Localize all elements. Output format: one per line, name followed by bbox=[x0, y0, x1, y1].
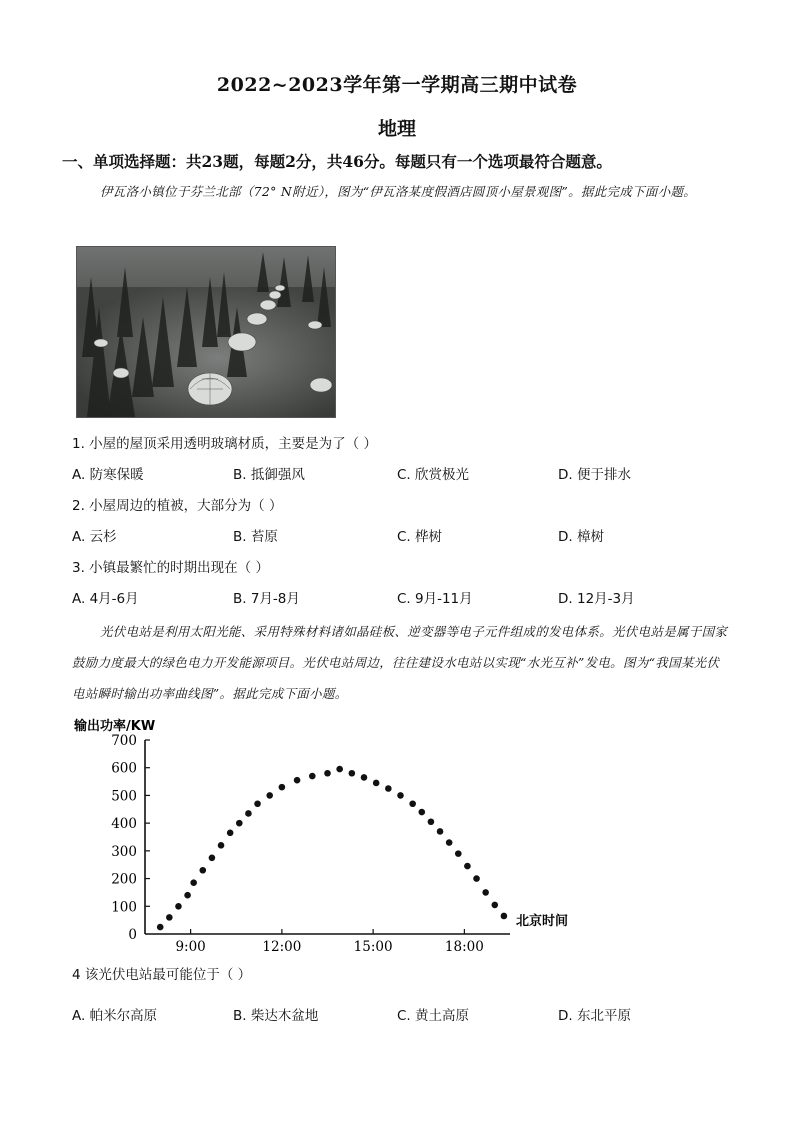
question-1-option-a[interactable]: A. 防寒保暖 bbox=[72, 467, 144, 483]
power-data-point bbox=[309, 773, 316, 780]
power-data-point bbox=[199, 867, 206, 874]
power-data-point bbox=[501, 913, 508, 920]
power-data-point bbox=[157, 924, 164, 931]
power-data-point bbox=[236, 820, 243, 827]
x-tick-label: 12:00 bbox=[262, 939, 302, 952]
power-data-point bbox=[166, 914, 173, 921]
question-4-option-c[interactable]: C. 黄土高原 bbox=[397, 1008, 470, 1024]
power-data-point bbox=[409, 800, 416, 807]
y-tick-label: 400 bbox=[111, 816, 137, 833]
power-data-point bbox=[227, 830, 234, 837]
question-3-option-c[interactable]: C. 9月-11月 bbox=[397, 591, 473, 607]
y-tick-label: 500 bbox=[111, 788, 137, 805]
question-3-option-a[interactable]: A. 4月-6月 bbox=[72, 591, 139, 607]
question-1-option-d[interactable]: D. 便于排水 bbox=[558, 467, 631, 483]
power-data-point bbox=[428, 818, 435, 825]
power-data-point bbox=[266, 792, 273, 799]
power-data-point bbox=[209, 854, 216, 861]
y-tick-label: 300 bbox=[111, 843, 137, 860]
subject-title: 地理 bbox=[377, 118, 416, 140]
question-2-option-c[interactable]: C. 桦树 bbox=[397, 529, 443, 545]
power-data-point bbox=[245, 810, 252, 817]
y-tick-label: 600 bbox=[111, 760, 137, 777]
power-data-point bbox=[397, 792, 404, 799]
question-3-option-d[interactable]: D. 12月-3月 bbox=[558, 591, 635, 607]
question-4-stem: 4 该光伏电站最可能位于（ ） bbox=[72, 967, 252, 983]
exam-title: 2022~2023学年第一学期高三期中试卷 bbox=[216, 74, 578, 96]
power-data-point bbox=[254, 800, 261, 807]
question-1-stem: 1. 小屋的屋顶采用透明玻璃材质，主要是为了（ ） bbox=[72, 436, 377, 452]
x-tick-label: 15:00 bbox=[353, 939, 393, 952]
power-data-point bbox=[491, 902, 498, 909]
question-2-option-b[interactable]: B. 苔原 bbox=[233, 529, 278, 545]
question-2-option-d[interactable]: D. 樟树 bbox=[558, 529, 604, 545]
power-output-chart bbox=[70, 712, 590, 952]
question-4-option-b[interactable]: B. 柴达木盆地 bbox=[233, 1008, 319, 1024]
igloo-resort-photo bbox=[76, 246, 336, 418]
power-data-point bbox=[349, 770, 356, 777]
question-4-option-d[interactable]: D. 东北平原 bbox=[558, 1008, 631, 1024]
question-2-stem: 2. 小屋周边的植被，大部分为（ ） bbox=[72, 498, 283, 514]
x-tick-label: 18:00 bbox=[444, 939, 484, 952]
power-data-point bbox=[361, 774, 368, 781]
question-3-option-b[interactable]: B. 7月-8月 bbox=[233, 591, 300, 607]
y-tick-label: 700 bbox=[111, 733, 137, 749]
power-data-point bbox=[175, 903, 182, 910]
y-axis-label: 输出功率/KW bbox=[74, 719, 156, 734]
y-tick-label: 200 bbox=[111, 871, 137, 888]
power-data-point bbox=[336, 766, 343, 773]
y-tick-label: 100 bbox=[111, 899, 137, 916]
power-data-point bbox=[464, 863, 471, 870]
question-1-option-b[interactable]: B. 抵御强风 bbox=[233, 467, 305, 483]
power-data-point bbox=[455, 850, 462, 857]
section-heading: 一、单项选择题：共23题，每题2分，共46分。每题只有一个选项最符合题意。 bbox=[62, 152, 612, 171]
power-data-point bbox=[482, 889, 489, 896]
question-3-stem: 3. 小镇最繁忙的时期出现在（ ） bbox=[72, 560, 269, 576]
x-axis-label: 北京时间 bbox=[516, 914, 569, 929]
power-data-point bbox=[473, 875, 480, 882]
power-data-point bbox=[218, 842, 225, 849]
power-data-point bbox=[324, 770, 331, 777]
power-data-point bbox=[190, 879, 197, 886]
power-data-point bbox=[385, 785, 392, 792]
power-data-point bbox=[373, 780, 380, 787]
question-1-option-c[interactable]: C. 欣赏极光 bbox=[397, 467, 470, 483]
x-tick-label: 9:00 bbox=[175, 939, 206, 952]
power-data-point bbox=[446, 839, 453, 846]
power-data-point bbox=[294, 777, 301, 784]
intro-paragraph-1: 伊瓦洛小镇位于芬兰北部（72° N附近），图为“伊瓦洛某度假酒店圆顶小屋景观图”。据此完成下面小题。 bbox=[100, 184, 697, 199]
question-4-option-a[interactable]: A. 帕米尔高原 bbox=[72, 1008, 158, 1024]
intro-paragraph-2: 光伏电站是利用太阳光能、采用特殊材料诸如晶硅板、逆变器等电子元件组成的发电体系。光伏电站是属于国家鼓励力度最大的绿色电力开发能源项目。光伏电站周边，往往建设水电站以实现“水光互补”发电。图为“我国某光伏电站瞬时输出功率曲线图”。据此完成下面小题。 bbox=[72, 624, 728, 701]
power-data-point bbox=[437, 828, 444, 835]
y-tick-label: 0 bbox=[128, 927, 137, 943]
power-data-point bbox=[279, 784, 286, 791]
power-data-point bbox=[418, 809, 425, 816]
question-2-option-a[interactable]: A. 云杉 bbox=[72, 529, 117, 545]
power-data-point bbox=[184, 892, 191, 899]
